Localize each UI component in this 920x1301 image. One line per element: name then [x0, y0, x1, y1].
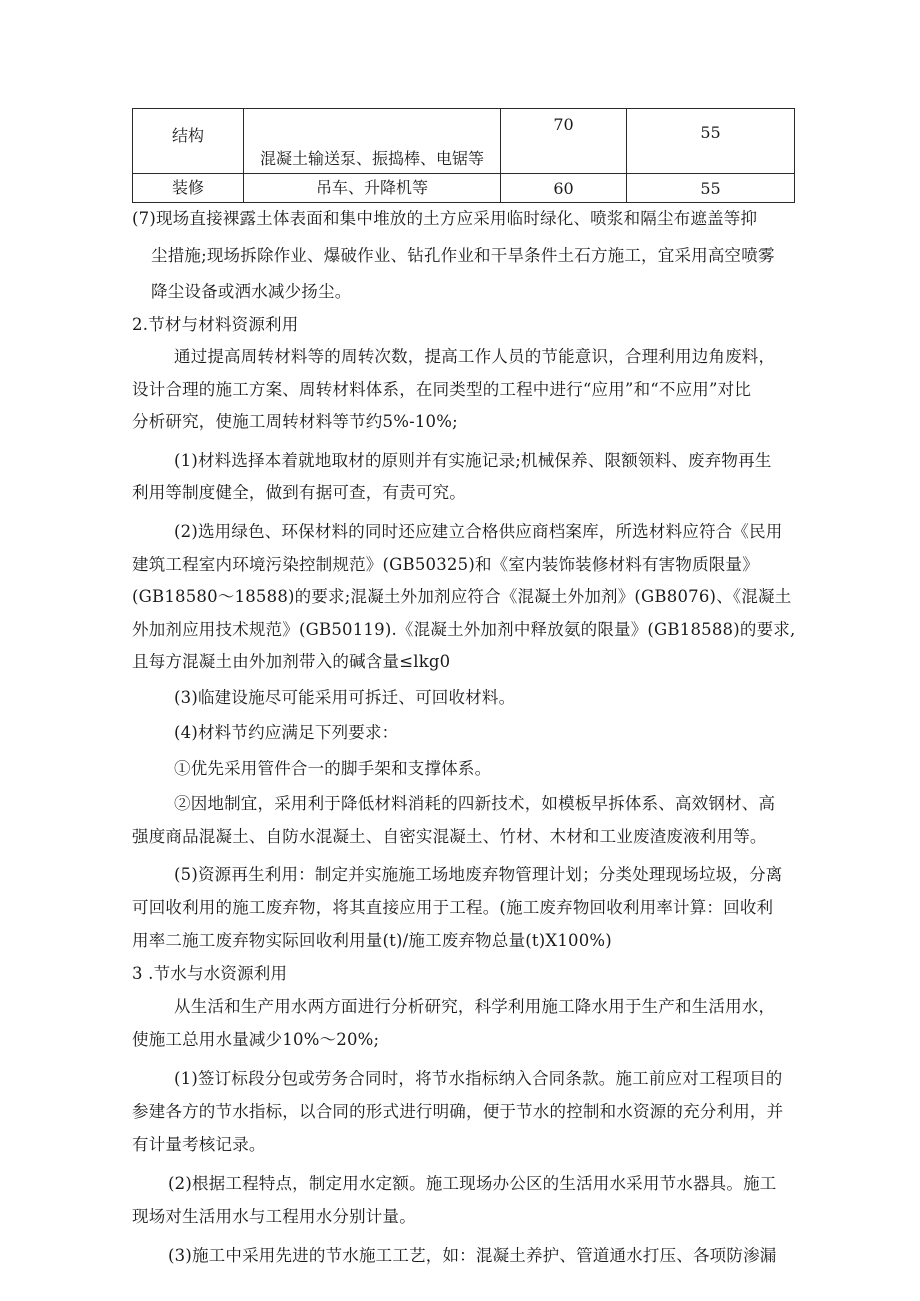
- paragraph-line: 用率二施工废弃物实际回收利用量(t)/施工废弃物总量(t)X100%): [132, 931, 612, 950]
- section-heading: 3 .节水与水资源利用: [132, 964, 288, 983]
- machinery-label: 吊车、升降机等: [315, 178, 428, 197]
- table-cell: [627, 174, 795, 203]
- paragraph-line: 有计量考核记录。: [132, 1135, 266, 1154]
- paragraph-line: 参建各方的节水指标，以合同的形式进行明确，便于节水的控制和水资源的充分利用，并: [132, 1102, 784, 1121]
- table-cell: [244, 109, 501, 174]
- paragraph-line: (1)签订标段分包或劳务合同时，将节水指标纳入合同条款。施工前应对工程项目的: [174, 1069, 783, 1088]
- paragraph-line: 建筑工程室内环境污染控制规范》(GB50325)和《室内装饰装修材料有害物质限量》: [132, 555, 759, 574]
- table-cell: [133, 174, 244, 203]
- table-cell: [501, 109, 627, 174]
- paragraph-line: 使施工总用水量减少10%〜20%;: [132, 1030, 380, 1049]
- paragraph-line: (GB18580〜18588)的要求;混凝土外加剂应符合《混凝土外加剂》(GB8076)、《混凝土: [132, 587, 792, 606]
- paragraph-line: 强度商品混凝土、自防水混凝土、自密实混凝土、竹材、木材和工业废渣废液利用等。: [132, 827, 767, 846]
- paragraph-line: 可回收利用的施工废弃物，将其直接应用于工程。(施工废弃物回收利用率计算：回收利: [132, 898, 774, 917]
- paragraph-line: (2)选用绿色、环保材料的同时还应建立合格供应商档案库，所选材料应符合《民用: [174, 522, 783, 541]
- paragraph-line: 降尘设备或洒水减少扬尘。: [151, 282, 352, 301]
- paragraph-line: 尘措施;现场拆除作业、爆破作业、钻孔作业和干旱条件土石方施工，宜采用高空喷雾: [151, 246, 775, 265]
- table-cell: [501, 174, 627, 203]
- paragraph-line: (5)资源再生利用：制定并实施施工场地废弃物管理计划；分类处理现场垃圾，分离: [174, 865, 783, 884]
- table-row: [133, 109, 795, 174]
- paragraph-line: 现场对生活用水与工程用水分别计量。: [132, 1207, 416, 1226]
- paragraph-line: ①优先采用管件合一的脚手架和支撑体系。: [174, 759, 492, 778]
- paragraph-line: 且每方混凝土由外加剂带入的碱含量≤lkg0: [132, 652, 451, 671]
- paragraph-line: (1)材料选择本着就地取材的原则并有实施记录;机械保养、限额领料、废弃物再生: [174, 451, 772, 470]
- paragraph-line: 通过提高周转材料等的周转次数，提高工作人员的节能意识，合理利用边角废料，: [174, 347, 776, 366]
- paragraph-line: (3)临建设施尽可能采用可拆迁、可回收材料。: [174, 688, 516, 707]
- paragraph-line: 利用等制度健全，做到有据可查，有责可究。: [132, 483, 466, 502]
- paragraph-line: (2)根据工程特点，制定用水定额。施工现场办公区的生活用水采用节水器具。施工: [168, 1174, 777, 1193]
- paragraph-line: (3)施工中采用先进的节水施工工艺，如：混凝土养护、管道通水打压、各项防渗漏: [168, 1246, 777, 1265]
- paragraph-line: 外加剂应用技术规范》(GB50119).《混凝土外加剂中释放氨的限量》(GB18588)的要求,: [132, 620, 796, 639]
- paragraph-line: 分析研究，使施工周转材料等节约5%-10%;: [132, 412, 458, 431]
- table-row: [133, 174, 795, 203]
- stage-label: 结构: [171, 126, 204, 145]
- paragraph-line: (4)材料节约应满足下列要求：: [174, 723, 399, 742]
- paragraph-line: 从生活和生产用水两方面进行分析研究，科学利用施工降水用于生产和生活用水，: [174, 997, 776, 1016]
- table-cell: [244, 174, 501, 203]
- paragraph-line: ②因地制宜，采用利于降低材料消耗的四新技术，如模板早拆体系、高效钢材、高: [174, 794, 776, 813]
- night-limit: 55: [700, 179, 721, 198]
- night-limit: 55: [700, 123, 721, 142]
- machinery-label: 混凝土输送泵、振捣棒、电锯等: [259, 149, 484, 168]
- day-limit: 70: [553, 115, 574, 134]
- stage-label: 装修: [171, 178, 204, 197]
- paragraph-line: (7)现场直接裸露土体表面和集中堆放的土方应采用临时绿化、喷浆和隔尘布遮盖等抑: [132, 209, 758, 228]
- section-heading: 2.节材与材料资源利用: [132, 315, 299, 334]
- paragraph-line: 设计合理的施工方案、周转材料体系，在同类型的工程中进行“应用”和“不应用”对比: [132, 380, 752, 399]
- table-cell: [627, 109, 795, 174]
- noise-limit-table: [132, 108, 795, 203]
- day-limit: 60: [553, 179, 574, 198]
- table-cell: [133, 109, 244, 174]
